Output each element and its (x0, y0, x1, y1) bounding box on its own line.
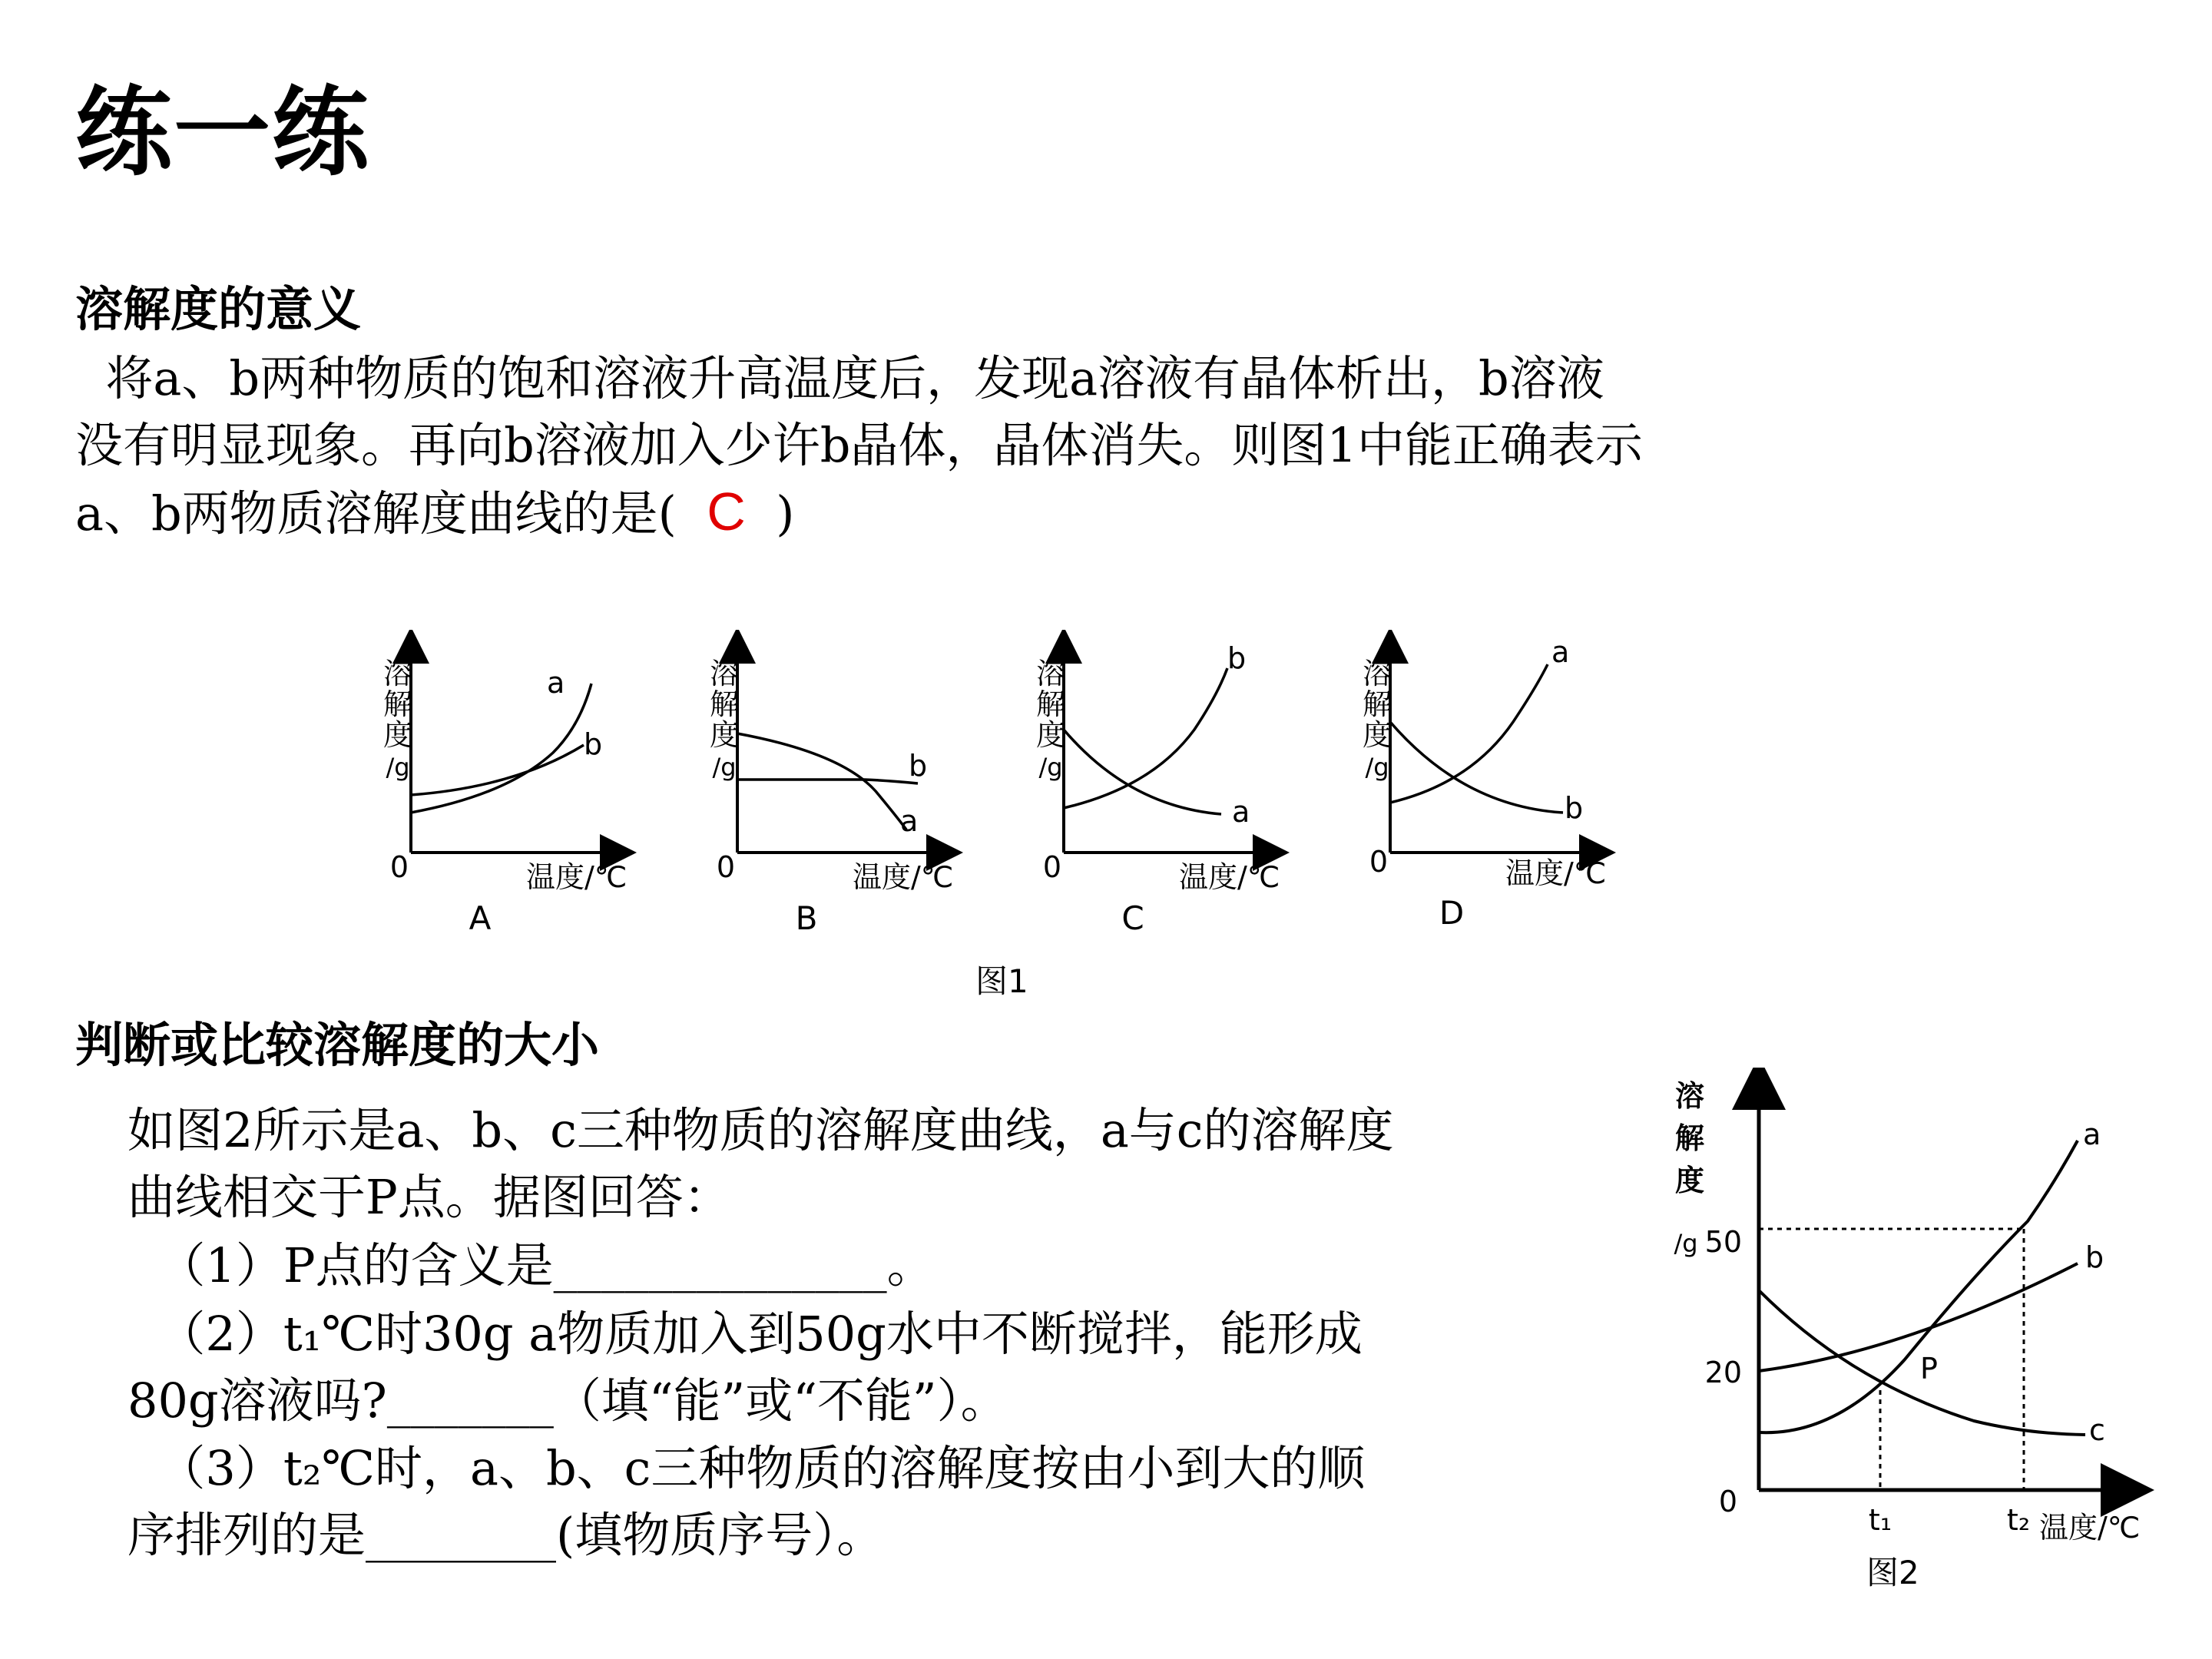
question1-line3 (75, 478, 794, 547)
question1-line1: 将a、b两种物质的饱和溶液升高温度后，发现a溶液有晶体析出，b溶液 (75, 350, 1604, 406)
question2-sub3-line2: 序排列的是________(填物质序号）。 (127, 1507, 885, 1563)
y-label-char: 度 (709, 718, 740, 752)
point-p-label: P (1920, 1352, 1938, 1386)
y-label-char: 溶 (1362, 657, 1392, 690)
curve-label: a (900, 804, 919, 838)
x-tick-t1: t₁ (1868, 1503, 1892, 1537)
y-label-char: /g (386, 753, 410, 782)
question1-answer: C (707, 482, 746, 541)
figure1-panel-d (1363, 635, 1606, 932)
x-axis-label: 温度/℃ (1179, 860, 1280, 894)
y-label-char: 度 (1035, 718, 1066, 752)
x-axis-label: 温度/℃ (1505, 856, 1607, 890)
question2-sub3-line1: （3）t₂℃时，a、b、c三种物质的溶解度按由小到大的顺 (127, 1440, 1366, 1496)
curve-b (1390, 722, 1563, 813)
figure1-caption: 图1 (975, 962, 1028, 1000)
y-tick-20: 20 (1704, 1356, 1742, 1389)
question2-line1: 如图2所示是a、b、c三种物质的溶解度曲线，a与c的溶解度 (127, 1102, 1394, 1158)
figure2 (1651, 1068, 2174, 1605)
panel-letter: D (1439, 894, 1465, 932)
page-title: 练一练 (75, 76, 370, 189)
question1-close-paren: ) (776, 485, 795, 541)
curve-label: a (1232, 795, 1250, 829)
curve-label-b: b (2085, 1240, 2104, 1274)
origin-label: 0 (1369, 845, 1389, 879)
figure1-panel-a (383, 645, 627, 937)
y-label-char: 解 (382, 687, 413, 721)
origin-label: 0 (716, 850, 736, 884)
curve-label: b (584, 727, 603, 761)
curve-a (1390, 664, 1548, 803)
question2-sub1: （1）P点的含义是______________。 (127, 1237, 935, 1293)
y-label-char: /g (1038, 753, 1063, 782)
curve-b (1064, 668, 1227, 808)
panel-letter: A (469, 899, 492, 937)
figure2-caption: 图2 (1866, 1554, 1919, 1591)
curve-b (737, 780, 918, 783)
question2-sub2-line2: 80g溶液吗?_______（填“能”或“不能”）。 (127, 1373, 1008, 1429)
x-axis-label: 温度/℃ (2039, 1511, 2141, 1545)
y-label-char: 度 (1674, 1164, 1705, 1197)
y-label-char: 溶 (709, 657, 740, 690)
y-tick-50: 50 (1704, 1225, 1742, 1259)
x-axis-label: 温度/℃ (526, 860, 628, 894)
y-label-char: /g (712, 753, 737, 782)
x-tick-t2: t₂ (2006, 1503, 2031, 1537)
y-label-char: 溶 (382, 657, 413, 690)
y-label-char: /g (1674, 1229, 1698, 1258)
curve-label: a (1551, 635, 1570, 669)
origin-label: 0 (389, 850, 409, 884)
question2-line2: 曲线相交于P点。据图回答： (127, 1169, 731, 1225)
curve-b (1759, 1263, 2078, 1371)
curve-label-a: a (2083, 1118, 2101, 1151)
section-heading-compare: 判断或比较溶解度的大小 (75, 1017, 600, 1073)
figure1-panel-c (1036, 641, 1280, 937)
y-label-char: 解 (1035, 687, 1066, 721)
y-label-char: 解 (1362, 687, 1392, 721)
y-label-char: 解 (709, 687, 740, 721)
question1-line3-text: a、b两物质溶解度曲线的是( (75, 485, 677, 541)
question2-sub2-line1: （2）t₁℃时30g a物质加入到50g水中不断搅拌，能形成 (127, 1306, 1363, 1362)
y-label-char: 溶 (1035, 657, 1066, 690)
panel-letter: C (1121, 899, 1144, 937)
y-label-char: 度 (382, 718, 413, 752)
figure1 (361, 630, 1628, 1022)
curve-label: b (1227, 641, 1247, 675)
curve-label: b (1565, 791, 1584, 825)
curve-label: b (909, 749, 928, 783)
section-heading-meaning: 溶解度的意义 (75, 281, 362, 337)
curve-label: a (547, 666, 565, 700)
origin-label: 0 (1042, 850, 1062, 884)
origin-label: 0 (1718, 1485, 1738, 1518)
y-label-char: 溶 (1674, 1079, 1705, 1113)
panel-letter: B (795, 899, 818, 937)
x-axis-label: 温度/℃ (853, 860, 954, 894)
y-label-char: /g (1365, 753, 1389, 782)
curve-label-c: c (2089, 1413, 2105, 1447)
y-label-char: 解 (1674, 1121, 1705, 1155)
question1-line2: 没有明显现象。再向b溶液加入少许b晶体，晶体消失。则图1中能正确表示 (75, 417, 1643, 473)
figure1-panel-b (710, 645, 953, 937)
y-label-char: 度 (1362, 718, 1392, 752)
